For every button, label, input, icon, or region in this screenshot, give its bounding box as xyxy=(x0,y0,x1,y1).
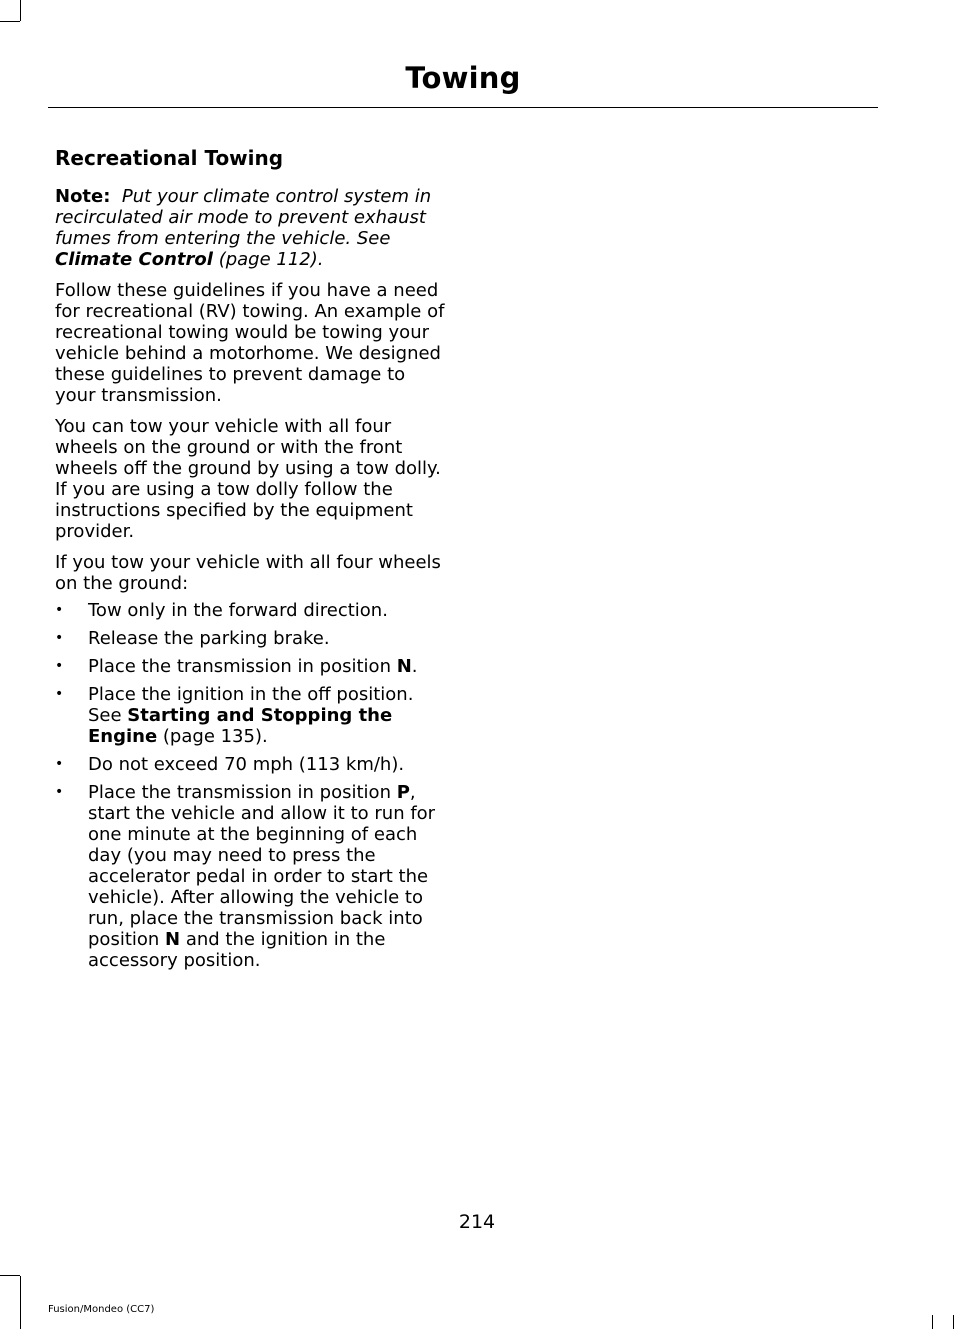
position-n-label: N xyxy=(165,929,181,950)
list-item-text: Do not exceed 70 mph (113 km/h). xyxy=(88,754,405,775)
note-text: Put your climate control system in recirculated air mode to prevent exhaust fumes from entering the vehicle. See xyxy=(55,186,432,249)
bullet-icon: • xyxy=(55,630,64,646)
list-item-text-end: (page 135). xyxy=(157,726,268,747)
paragraph-guidelines: Follow these guidelines if you have a need for recreational (RV) towing. An example of recreational towing would be towing your vehicle behind a motorhome. We designed these guidelines to prevent damage to your transmission. xyxy=(55,280,445,406)
note-xref-page: (page 112). xyxy=(218,249,324,270)
list-item-text-end: and the ignition in the accessory position. xyxy=(88,929,386,971)
crop-mark-bottom-right-v1 xyxy=(932,1315,933,1329)
starting-stopping-engine-link[interactable]: Starting and Stopping the Engine xyxy=(88,705,393,747)
paragraph-four-wheels: If you tow your vehicle with all four wheels on the ground: xyxy=(55,552,441,594)
towing-bullet-list xyxy=(55,600,447,971)
list-item-text: Release the parking brake. xyxy=(88,628,330,649)
list-item-text-middle: , start the vehicle and allow it to run for one minute at the beginning of each day (you may need to press the accelerator pedal in order to start the vehicle). After allowing the vehicle to run, place the transmission back into position xyxy=(88,782,436,950)
footer-model-label: Fusion/Mondeo (CC7) xyxy=(48,1304,155,1315)
list-item xyxy=(55,782,447,971)
note-label: Note: xyxy=(55,186,111,207)
page-title: Towing xyxy=(405,61,521,95)
section-recreational-towing xyxy=(55,143,447,978)
list-item-text: Place the transmission in position xyxy=(88,782,397,803)
list-item-text: Tow only in the forward direction. xyxy=(88,600,388,621)
list-item-text-end: . xyxy=(411,656,418,677)
list-item xyxy=(55,600,447,621)
list-item xyxy=(55,628,447,649)
bullet-icon: • xyxy=(55,686,64,702)
section-heading: Recreational Towing xyxy=(55,146,284,170)
bullet-icon: • xyxy=(55,602,64,618)
page-number: 214 xyxy=(458,1211,496,1233)
page-header xyxy=(48,56,878,108)
crop-mark-bottom-left-v xyxy=(20,1276,21,1329)
position-n-label: N xyxy=(396,656,412,677)
note xyxy=(55,186,447,270)
bullet-icon: • xyxy=(55,784,64,800)
bullet-icon: • xyxy=(55,658,64,674)
crop-mark-bottom-left-h xyxy=(0,1275,20,1276)
list-item-text: Place the transmission in position xyxy=(88,656,397,677)
list-item xyxy=(55,754,447,775)
position-p-label: P xyxy=(396,782,410,803)
paragraph-tow-options: You can tow your vehicle with all four wheels on the ground or with the front wheels off the ground by using a tow dolly. If you are using a tow dolly follow the instructions specified by the equipment provider. xyxy=(55,416,441,542)
list-item xyxy=(55,656,447,677)
crop-mark-top-left-v xyxy=(20,0,21,21)
crop-mark-top-left-h xyxy=(0,21,20,22)
list-item xyxy=(55,684,447,747)
climate-control-link[interactable]: Climate Control xyxy=(55,249,213,270)
list-item-text: Place the ignition in the off position. See xyxy=(88,684,414,726)
bullet-icon: • xyxy=(55,756,64,772)
